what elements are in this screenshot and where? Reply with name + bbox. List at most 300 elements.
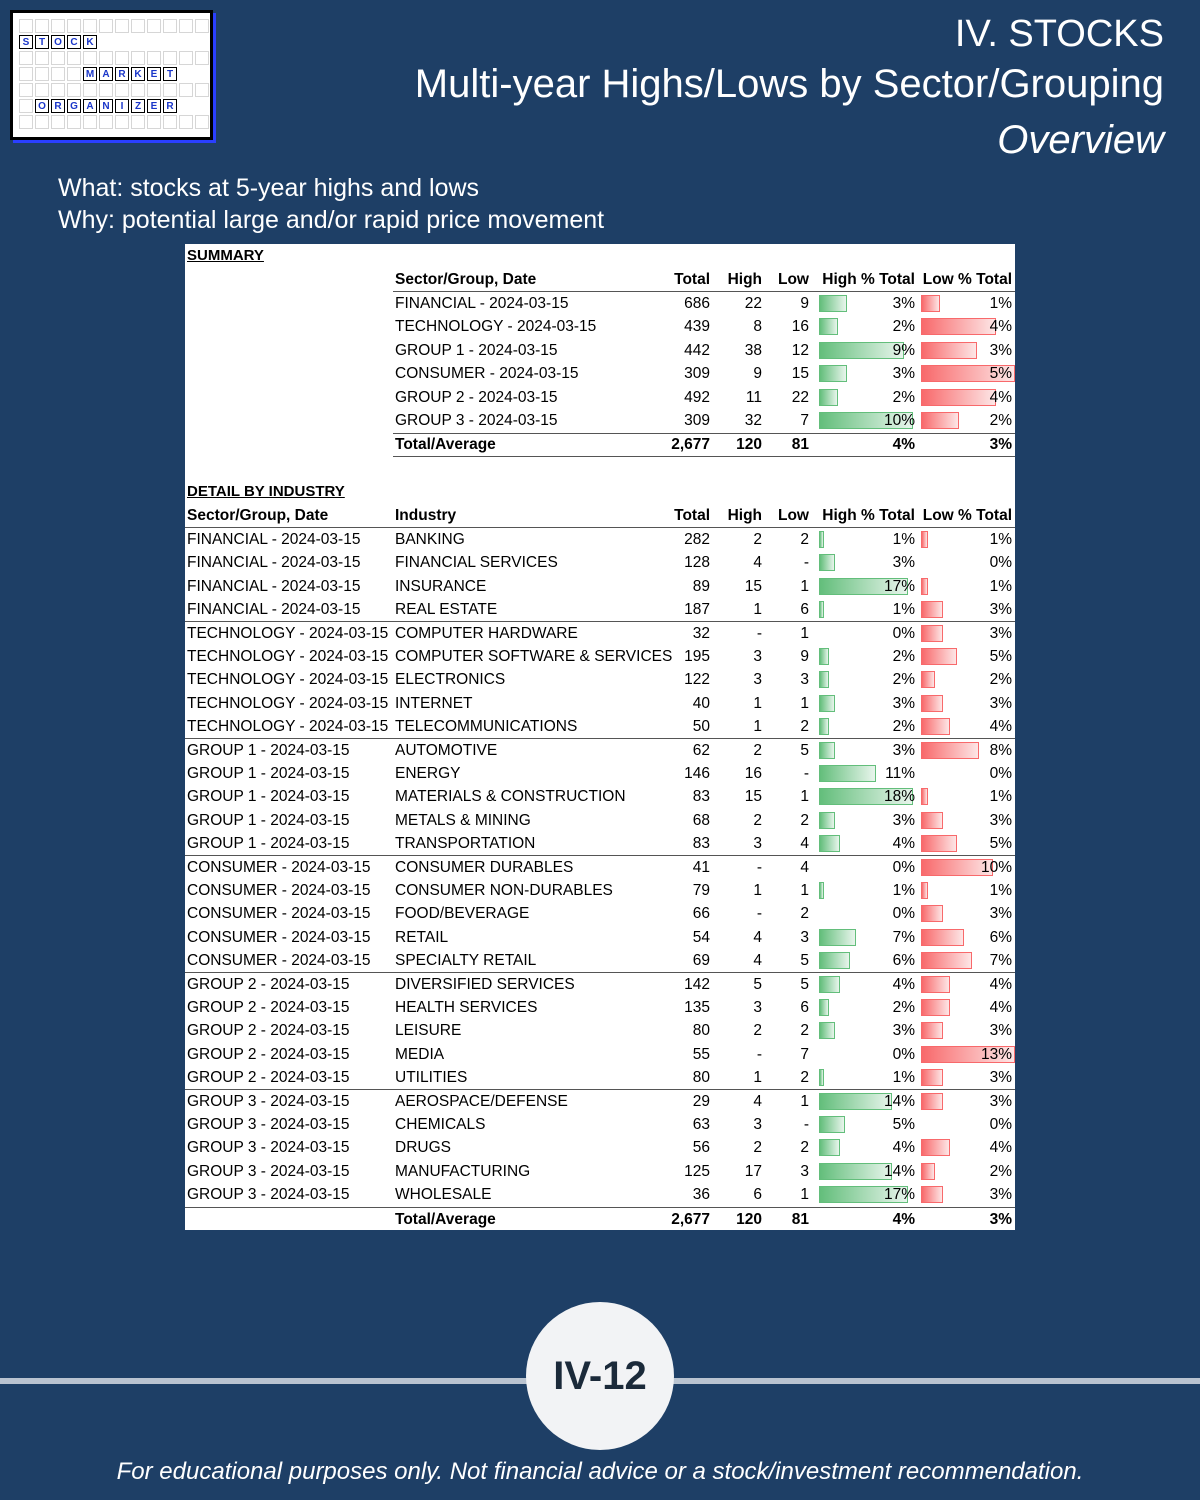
col-header-high: High: [727, 271, 762, 288]
low-pct-bar: [921, 952, 972, 969]
row-low: 6: [800, 999, 809, 1016]
low-pct-bar: [921, 318, 996, 335]
row-high: -: [756, 1045, 762, 1063]
row-group: GROUP 3 - 2024-03-15: [187, 1186, 350, 1204]
table-row: [185, 528, 1015, 551]
row-high-pct: 6%: [892, 952, 915, 970]
row-industry: AUTOMOTIVE: [395, 741, 498, 759]
low-pct-bar: [921, 976, 950, 993]
detail-total-low-pct: 3%: [989, 1210, 1012, 1228]
high-pct-bar: [819, 718, 829, 735]
row-total: 135: [684, 999, 710, 1016]
summary-row: [185, 362, 1015, 385]
row-total: 66: [692, 905, 710, 923]
logo-blank-cell: [147, 19, 161, 33]
row-industry: MANUFACTURING: [395, 1162, 531, 1180]
low-pct-bar: [921, 342, 977, 359]
row-high: 16: [744, 765, 762, 782]
row-total: 80: [692, 1069, 710, 1087]
logo-blank-cell: [195, 51, 209, 65]
row-high-pct: 3%: [892, 741, 915, 759]
logo-blank-cell: [195, 19, 209, 33]
low-pct-bar: [921, 718, 950, 735]
logo-blank-cell: [51, 67, 65, 81]
row-group: GROUP 2 - 2024-03-15: [187, 1045, 350, 1063]
row-group: GROUP 1 - 2024-03-15: [187, 765, 350, 782]
row-low: 1: [800, 1092, 809, 1110]
row-low-pct: 0%: [989, 1116, 1012, 1133]
logo-blank-cell: [19, 83, 33, 97]
logo-blank-cell: [83, 83, 97, 97]
low-pct-bar: [921, 835, 957, 852]
low-pct-bar: [921, 1022, 943, 1039]
row-industry: DIVERSIFIED SERVICES: [395, 975, 575, 993]
row-group: GROUP 1 - 2024-03-15: [187, 788, 350, 806]
row-high: 4: [753, 1092, 762, 1110]
row-low: 1: [800, 882, 809, 899]
logo-blank-cell: [147, 51, 161, 65]
row-industry: COMPUTER SOFTWARE & SERVICES: [395, 648, 673, 665]
row-low-pct: 3%: [989, 1069, 1012, 1087]
row-high: 2: [753, 1139, 762, 1157]
logo-blank-cell: [67, 83, 81, 97]
logo-letter: K: [131, 67, 145, 81]
row-low: 1: [800, 1186, 809, 1204]
table-row: [185, 645, 1015, 668]
intro-text: [58, 172, 604, 236]
summary-group: TECHNOLOGY - 2024-03-15: [395, 318, 597, 336]
row-high-pct: 4%: [892, 835, 915, 853]
logo-blank-cell: [115, 51, 129, 65]
high-pct-bar: [819, 531, 824, 548]
row-high-pct: 3%: [892, 811, 915, 829]
detail-total-high: 120: [736, 1210, 762, 1228]
row-group: GROUP 1 - 2024-03-15: [187, 741, 350, 759]
row-low: 2: [800, 905, 809, 923]
summary-high: 8: [753, 318, 762, 336]
logo-letter: I: [115, 99, 129, 113]
summary-low: 12: [791, 341, 809, 359]
section-title: IV. STOCKS: [954, 13, 1164, 55]
row-group: FINANCIAL - 2024-03-15: [187, 577, 361, 595]
summary-total: 309: [684, 412, 710, 429]
row-high: 3: [753, 671, 762, 689]
detail-total-total: 2,677: [671, 1210, 710, 1228]
row-high: -: [756, 905, 762, 923]
row-total: 146: [684, 765, 710, 782]
row-total: 29: [692, 1092, 710, 1110]
logo-blank-cell: [67, 19, 81, 33]
row-high: 17: [744, 1162, 762, 1180]
logo-blank-cell: [115, 19, 129, 33]
logo-blank-cell: [19, 51, 33, 65]
high-pct-bar: [819, 342, 904, 359]
row-group: CONSUMER - 2024-03-15: [187, 905, 371, 923]
row-group: GROUP 3 - 2024-03-15: [187, 1092, 350, 1110]
row-low: 2: [800, 531, 809, 548]
logo-letter: T: [163, 67, 177, 81]
row-group: TECHNOLOGY - 2024-03-15: [187, 648, 389, 665]
summary-group: GROUP 1 - 2024-03-15: [395, 341, 558, 359]
row-low: 4: [800, 835, 809, 853]
high-pct-bar: [819, 1163, 892, 1180]
row-industry: FOOD/BEVERAGE: [395, 905, 530, 923]
summary-low: 16: [791, 318, 809, 336]
row-high-pct: 17%: [883, 577, 915, 595]
table-row: [185, 715, 1015, 738]
row-high-pct: 2%: [892, 671, 915, 689]
row-high: 15: [744, 577, 762, 595]
detail-total-label: Total/Average: [395, 1210, 496, 1228]
summary-total-bottom-line: [393, 456, 1015, 457]
row-industry: DRUGS: [395, 1139, 451, 1157]
logo-blank-cell: [35, 19, 49, 33]
logo-letter: A: [99, 67, 113, 81]
row-total: 83: [692, 835, 710, 853]
summary-high-pct: 9%: [892, 341, 915, 359]
low-pct-bar: [921, 812, 943, 829]
logo-word-organizer: [19, 99, 179, 113]
logo-letter: G: [67, 99, 81, 113]
summary-low: 22: [791, 388, 809, 406]
page-header: [415, 12, 1164, 168]
summary-group: GROUP 3 - 2024-03-15: [395, 412, 558, 429]
row-industry: CHEMICALS: [395, 1116, 486, 1133]
row-high: 4: [753, 928, 762, 946]
logo-blank-cell: [67, 67, 81, 81]
row-total: 195: [684, 648, 710, 665]
summary-high: 9: [753, 365, 762, 383]
table-row: [185, 1183, 1015, 1206]
row-low: 3: [800, 928, 809, 946]
row-low-pct: 2%: [989, 1162, 1012, 1180]
row-industry: RETAIL: [395, 928, 449, 946]
table-row: [185, 575, 1015, 598]
summary-group: GROUP 2 - 2024-03-15: [395, 388, 558, 406]
logo-letter: N: [99, 99, 113, 113]
row-high-pct: 0%: [892, 624, 915, 642]
low-pct-bar: [921, 412, 959, 429]
row-low-pct: 3%: [989, 905, 1012, 923]
logo-letter: E: [147, 99, 161, 113]
row-group: GROUP 3 - 2024-03-15: [187, 1139, 350, 1157]
row-low: 1: [800, 577, 809, 595]
low-pct-bar: [921, 742, 979, 759]
table-row: [185, 949, 1015, 972]
high-pct-bar: [819, 999, 829, 1016]
logo-letter: T: [35, 35, 49, 49]
row-high: 2: [753, 531, 762, 548]
summary-total-high: 120: [736, 436, 762, 454]
row-industry: UTILITIES: [395, 1069, 468, 1087]
high-pct-bar: [819, 835, 840, 852]
row-total: 122: [684, 671, 710, 689]
logo-blank-cell: [99, 83, 113, 97]
row-low-pct: 5%: [989, 835, 1012, 853]
summary-row: [185, 339, 1015, 362]
logo-blank-cell: [67, 115, 81, 129]
high-pct-bar: [819, 671, 829, 688]
summary-high-pct: 2%: [892, 388, 915, 406]
col-header-low: Low: [778, 507, 809, 524]
high-pct-bar: [819, 765, 876, 782]
intro-why: Why: potential large and/or rapid price movement: [58, 206, 605, 234]
high-pct-bar: [819, 1116, 845, 1133]
low-pct-bar: [921, 531, 928, 548]
row-low-pct: 3%: [989, 811, 1012, 829]
row-group: GROUP 3 - 2024-03-15: [187, 1162, 350, 1180]
high-pct-bar: [819, 1022, 835, 1039]
logo-blank-cell: [51, 19, 65, 33]
col-header-high-pct: High % Total: [822, 271, 915, 288]
row-low-pct: 7%: [989, 952, 1012, 970]
page-number-badge: IV-12: [526, 1302, 674, 1450]
logo-letter: O: [51, 35, 65, 49]
summary-row: [185, 292, 1015, 315]
row-high-pct: 3%: [892, 554, 915, 572]
high-pct-bar: [819, 318, 838, 335]
logo-letter: K: [83, 35, 97, 49]
row-industry: REAL ESTATE: [395, 601, 498, 619]
low-pct-bar: [921, 999, 950, 1016]
summary-low-pct: 4%: [989, 388, 1012, 406]
logo-blank-cell: [35, 83, 49, 97]
summary-high: 32: [744, 412, 762, 429]
high-pct-bar: [819, 389, 838, 406]
row-low: 7: [800, 1045, 809, 1063]
summary-label: SUMMARY: [187, 247, 264, 264]
summary-low-pct: 2%: [989, 412, 1012, 429]
row-industry: HEALTH SERVICES: [395, 999, 538, 1016]
row-high-pct: 0%: [892, 858, 915, 876]
logo-blank-cell: [19, 99, 33, 113]
row-total: 125: [684, 1162, 710, 1180]
logo-letter: R: [115, 67, 129, 81]
detail-header-row: [185, 504, 1015, 527]
logo-letter: R: [163, 99, 177, 113]
row-high: 4: [753, 952, 762, 970]
row-total: 56: [692, 1139, 710, 1157]
row-low-pct: 5%: [989, 648, 1012, 665]
row-low-pct: 1%: [989, 788, 1012, 806]
row-total: 32: [692, 624, 710, 642]
row-total: 69: [692, 952, 710, 970]
high-pct-bar: [819, 812, 835, 829]
logo-blank-cell: [83, 51, 97, 65]
row-group: GROUP 2 - 2024-03-15: [187, 999, 350, 1016]
row-high-pct: 0%: [892, 1045, 915, 1063]
row-low: 2: [800, 1139, 809, 1157]
row-industry: ELECTRONICS: [395, 671, 506, 689]
logo-letter: M: [83, 67, 97, 81]
row-total: 79: [692, 882, 710, 899]
col-header-group: Sector/Group, Date: [395, 271, 537, 288]
high-pct-bar: [819, 648, 829, 665]
stock-market-organizer-logo: [10, 10, 213, 140]
row-industry: WHOLESALE: [395, 1186, 492, 1204]
high-pct-bar: [819, 1069, 824, 1086]
row-low: -: [803, 554, 809, 572]
logo-blank-cell: [179, 115, 193, 129]
row-low-pct: 8%: [989, 741, 1012, 759]
low-pct-bar: [921, 1139, 950, 1156]
row-group: CONSUMER - 2024-03-15: [187, 952, 371, 970]
page-title: Multi-year Highs/Lows by Sector/Grouping: [414, 62, 1164, 106]
row-high: 5: [753, 975, 762, 993]
row-group: GROUP 1 - 2024-03-15: [187, 811, 350, 829]
logo-blank-cell: [99, 19, 113, 33]
row-total: 36: [692, 1186, 710, 1204]
low-pct-bar: [921, 625, 943, 642]
row-group: TECHNOLOGY - 2024-03-15: [187, 694, 389, 712]
summary-low-pct: 3%: [989, 341, 1012, 359]
high-pct-bar: [819, 929, 856, 946]
table-row: [185, 668, 1015, 691]
logo-letter: O: [35, 99, 49, 113]
table-row: [185, 622, 1015, 645]
detail-total-low: 81: [791, 1210, 809, 1228]
row-low-pct: 10%: [980, 858, 1012, 876]
logo-blank-cell: [83, 19, 97, 33]
logo-blank-cell: [131, 51, 145, 65]
row-high: 1: [753, 882, 762, 899]
row-high: -: [756, 858, 762, 876]
logo-letter: Z: [131, 99, 145, 113]
row-high-pct: 4%: [892, 1139, 915, 1157]
row-group: GROUP 2 - 2024-03-15: [187, 975, 350, 993]
high-pct-bar: [819, 952, 850, 969]
row-high-pct: 2%: [892, 648, 915, 665]
row-high-pct: 1%: [892, 531, 915, 548]
summary-total: 492: [684, 388, 710, 406]
col-header-high-pct: High % Total: [822, 507, 915, 524]
row-high-pct: 2%: [892, 718, 915, 736]
logo-blank-cell: [131, 19, 145, 33]
row-group: GROUP 1 - 2024-03-15: [187, 835, 350, 853]
high-pct-bar: [819, 1139, 840, 1156]
row-high: 2: [753, 1022, 762, 1040]
logo-blank-cell: [163, 51, 177, 65]
summary-total-total: 2,677: [671, 436, 710, 454]
summary-low: 15: [791, 365, 809, 383]
summary-total: 686: [684, 295, 710, 312]
low-pct-bar: [921, 788, 928, 805]
row-group: CONSUMER - 2024-03-15: [187, 928, 371, 946]
high-pct-bar: [819, 742, 835, 759]
summary-total: 309: [684, 365, 710, 383]
table-row: [185, 551, 1015, 574]
summary-header-row: [185, 268, 1015, 291]
summary-total-high-pct: 4%: [892, 436, 915, 454]
row-group: CONSUMER - 2024-03-15: [187, 858, 371, 876]
row-industry: METALS & MINING: [395, 811, 531, 829]
low-pct-bar: [921, 671, 935, 688]
row-total: 63: [692, 1116, 710, 1133]
row-low: -: [803, 1116, 809, 1133]
table-row: [185, 739, 1015, 762]
logo-blank-cell: [99, 115, 113, 129]
row-industry: INSURANCE: [395, 577, 487, 595]
low-pct-bar: [921, 695, 943, 712]
summary-row: [185, 386, 1015, 409]
row-total: 142: [684, 975, 710, 993]
row-high-pct: 4%: [892, 975, 915, 993]
col-header-total: Total: [674, 507, 710, 524]
row-industry: ENERGY: [395, 765, 461, 782]
row-low: 1: [800, 624, 809, 642]
row-high: 15: [744, 788, 762, 806]
row-low-pct: 6%: [989, 928, 1012, 946]
row-total: 80: [692, 1022, 710, 1040]
logo-grid-row: [19, 83, 211, 97]
logo-blank-cell: [179, 83, 193, 97]
summary-row: [185, 315, 1015, 338]
high-pct-bar: [819, 695, 835, 712]
row-low-pct: 3%: [989, 1092, 1012, 1110]
summary-row: [185, 409, 1015, 432]
row-group: TECHNOLOGY - 2024-03-15: [187, 624, 389, 642]
low-pct-bar: [921, 905, 943, 922]
row-industry: CONSUMER NON-DURABLES: [395, 882, 613, 899]
row-industry: AEROSPACE/DEFENSE: [395, 1092, 568, 1110]
detail-label: DETAIL BY INDUSTRY: [187, 483, 345, 500]
low-pct-bar: [921, 1163, 935, 1180]
row-high: 2: [753, 741, 762, 759]
logo-letter: C: [67, 35, 81, 49]
logo-blank-cell: [195, 115, 209, 129]
col-header-industry: Industry: [395, 507, 457, 524]
logo-blank-cell: [195, 83, 209, 97]
row-low-pct: 3%: [989, 694, 1012, 712]
row-total: 187: [684, 601, 710, 619]
low-pct-bar: [921, 1069, 943, 1086]
row-group: FINANCIAL - 2024-03-15: [187, 601, 361, 619]
row-total: 55: [692, 1045, 710, 1063]
row-low: 4: [800, 858, 809, 876]
spreadsheet-table: [185, 244, 1015, 1230]
logo-letter: R: [51, 99, 65, 113]
row-high-pct: 1%: [892, 882, 915, 899]
row-industry: COMPUTER HARDWARE: [395, 624, 578, 642]
low-pct-bar: [921, 578, 928, 595]
row-industry: MEDIA: [395, 1045, 445, 1063]
row-low: 2: [800, 1069, 809, 1087]
low-pct-bar: [921, 1093, 943, 1110]
row-low: 3: [800, 671, 809, 689]
summary-high: 11: [745, 388, 762, 406]
row-low-pct: 0%: [989, 554, 1012, 572]
row-low: 2: [800, 718, 809, 736]
table-row: [185, 762, 1015, 785]
row-low: 6: [800, 601, 809, 619]
table-row: [185, 996, 1015, 1019]
logo-blank-cell: [131, 83, 145, 97]
low-pct-bar: [921, 1186, 943, 1203]
row-industry: CONSUMER DURABLES: [395, 858, 574, 876]
row-low-pct: 3%: [989, 1022, 1012, 1040]
table-row: [185, 926, 1015, 949]
table-row: [185, 809, 1015, 832]
row-high: 3: [753, 999, 762, 1016]
row-low: 2: [800, 811, 809, 829]
table-row: [185, 879, 1015, 902]
table-row: [185, 856, 1015, 879]
table-row: [185, 1019, 1015, 1042]
row-low: 1: [800, 694, 809, 712]
col-header-group: Sector/Group, Date: [187, 507, 329, 524]
row-group: GROUP 3 - 2024-03-15: [187, 1116, 350, 1133]
table-row: [185, 785, 1015, 808]
